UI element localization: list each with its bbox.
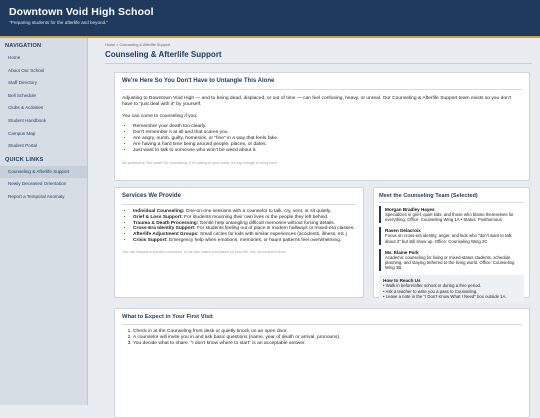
service-text: Gentle help untangling difficult memories without forcing details. — [198, 220, 336, 226]
team-member — [379, 206, 524, 223]
service-text: For students feeling out of place in modern hallways or mixed-era classes. — [195, 226, 355, 232]
service-term: Cross-Era Identity Support: — [133, 226, 196, 232]
intro-heading: We're Here So You Don't Have to Untangle This Alone — [122, 78, 275, 84]
reach-us-item: • Leave a note in the "I Don't Know What I Need" box outside 1A. — [383, 293, 507, 299]
quick-link-report-anomaly[interactable]: Report a Temporal Anomaly — [8, 193, 65, 199]
nav-item-home[interactable]: Home — [8, 55, 21, 60]
service-term: Trauma & Death Processing: — [133, 220, 199, 226]
member-name: Morgan Bradley Hayes — [385, 207, 435, 212]
nav-item-about[interactable]: About Our School — [8, 67, 45, 73]
team-member — [379, 249, 524, 272]
intro-lead: Adjusting to Downtown Void High — and to being dead, displaced, or out of time — can feel confusing, heavy, or unreal. Our Counseling & Afterlife Support team exists so you don't have to "just deal with it" by yourself. — [122, 96, 512, 108]
list-item: • Remember your death too clearly. — [133, 124, 522, 130]
page-title: Counseling & Afterlife Support — [105, 50, 222, 59]
title-divider — [105, 63, 532, 64]
intro-note: No problem is "too small" for counseling. If it's sitting in your chest, it's big enough to bring here. — [122, 160, 278, 165]
quick-link-counseling[interactable]: Counseling & Afterlife Support — [0, 166, 87, 179]
intro-list — [122, 124, 522, 155]
service-text: For students mourning their own lives or the people they left behind. — [182, 214, 329, 220]
team-heading: Meet the Counseling Team (Selected) — [379, 193, 478, 199]
list-item: • Are angry, numb, guilty, homesick, or "fine" in a way that feels fake. — [133, 136, 522, 142]
service-term: Grief & Loss Support: — [133, 214, 183, 220]
service-term: Afterlife Adjustment Groups: — [133, 232, 199, 238]
member-description: Focus on cross-era identity, anger, and kids who "don't want to talk about it" but still show up. Office: Counseling Wing 2C — [385, 233, 512, 244]
nav-item-clubs[interactable]: Clubs & Activities — [8, 105, 44, 111]
member-description: Academic counseling for living or mixed-status students, schedule planning, and staying tethered to the living world. Office: Counseling Wing 3B — [385, 254, 515, 271]
intro-card — [114, 72, 530, 181]
nav-heading: NAVIGATION — [5, 43, 42, 49]
team-divider — [379, 202, 524, 203]
breadcrumb[interactable]: Home > Counseling & Afterlife Support — [105, 43, 171, 47]
services-note: You can request a specific counselor, or we can match you based on your file, era, and comfort level. — [122, 249, 287, 254]
service-term: Crisis Support: — [133, 237, 168, 243]
first-visit-heading: What to Expect in Your First Visit — [122, 314, 213, 320]
service-item — [133, 238, 356, 244]
reach-us-item: • Ask a teacher to write you a pass to Counseling. — [383, 288, 478, 294]
sidebar — [0, 38, 88, 405]
nav-item-bell-schedule[interactable]: Bell Schedule — [8, 92, 37, 98]
quick-links-heading: QUICK LINKS — [5, 156, 44, 163]
services-list — [122, 209, 356, 244]
reach-us-box — [379, 275, 524, 302]
reach-us-heading: How to Reach Us — [383, 278, 421, 284]
member-name: Raven Delacroix — [385, 228, 421, 234]
intro-divider — [122, 89, 522, 90]
intro-subheading: You can come to counseling if you: — [122, 114, 198, 120]
nav-item-staff-directory[interactable]: Staff Directory — [8, 80, 38, 86]
list-item: • Are having a hard time being around people, places, or dates. — [133, 142, 522, 148]
services-card — [114, 187, 364, 298]
list-item: • Don't remember it at all and that scares you. — [133, 130, 522, 136]
team-member — [379, 227, 524, 244]
service-term: Individual Counseling: — [133, 209, 185, 214]
list-item: • Just want to talk to someone who won't be weird about it. — [133, 148, 522, 154]
step-item: 3. You decide what to share. "I don't know where to start" is an acceptable answer. — [133, 341, 522, 347]
reach-us-item: • Walk in before/after school or during a free period. — [383, 283, 482, 289]
step-item: 2. A counselor will invite you in and ask basic questions (name, year of death or arrival, pronouns). — [133, 335, 522, 341]
site-title[interactable]: Downtown Void High School — [9, 6, 154, 18]
nav-item-student-portal[interactable]: Student Portal — [8, 143, 38, 149]
site-header — [0, 0, 540, 36]
service-text: Emergency help when emotions, memories, or haunt patterns feel overwhelming. — [167, 237, 342, 243]
quick-link-orientation[interactable]: Newly Deceased Orientation — [8, 181, 67, 187]
services-divider — [122, 204, 356, 205]
service-text: Small circles for kids with similar experiences (accidents, illness, etc.) — [198, 232, 348, 238]
site-tagline: "Preparing students for the afterlife and beyond." — [9, 20, 109, 25]
team-card — [373, 187, 530, 298]
nav-item-handbook[interactable]: Student Handbook — [8, 117, 47, 123]
member-description: Specializes in grief, quiet kids, and those who blame themselves for everything. Office: Counseling Wing 1A • Status: Posthumous — [385, 212, 514, 223]
member-name: Ms. Elaine Park — [385, 249, 419, 255]
first-visit-divider — [122, 324, 522, 325]
first-visit-steps — [122, 329, 522, 347]
service-text: One-on-one sessions with a counselor to talk, cry, vent, or sit quietly. — [184, 209, 332, 214]
first-visit-card — [114, 308, 530, 418]
services-heading: Services We Provide — [122, 193, 181, 199]
step-item: 1. Check in at the Counseling front desk or quietly knock on an open door. — [133, 329, 522, 335]
nav-item-campus-map[interactable]: Campus Map — [8, 130, 36, 136]
